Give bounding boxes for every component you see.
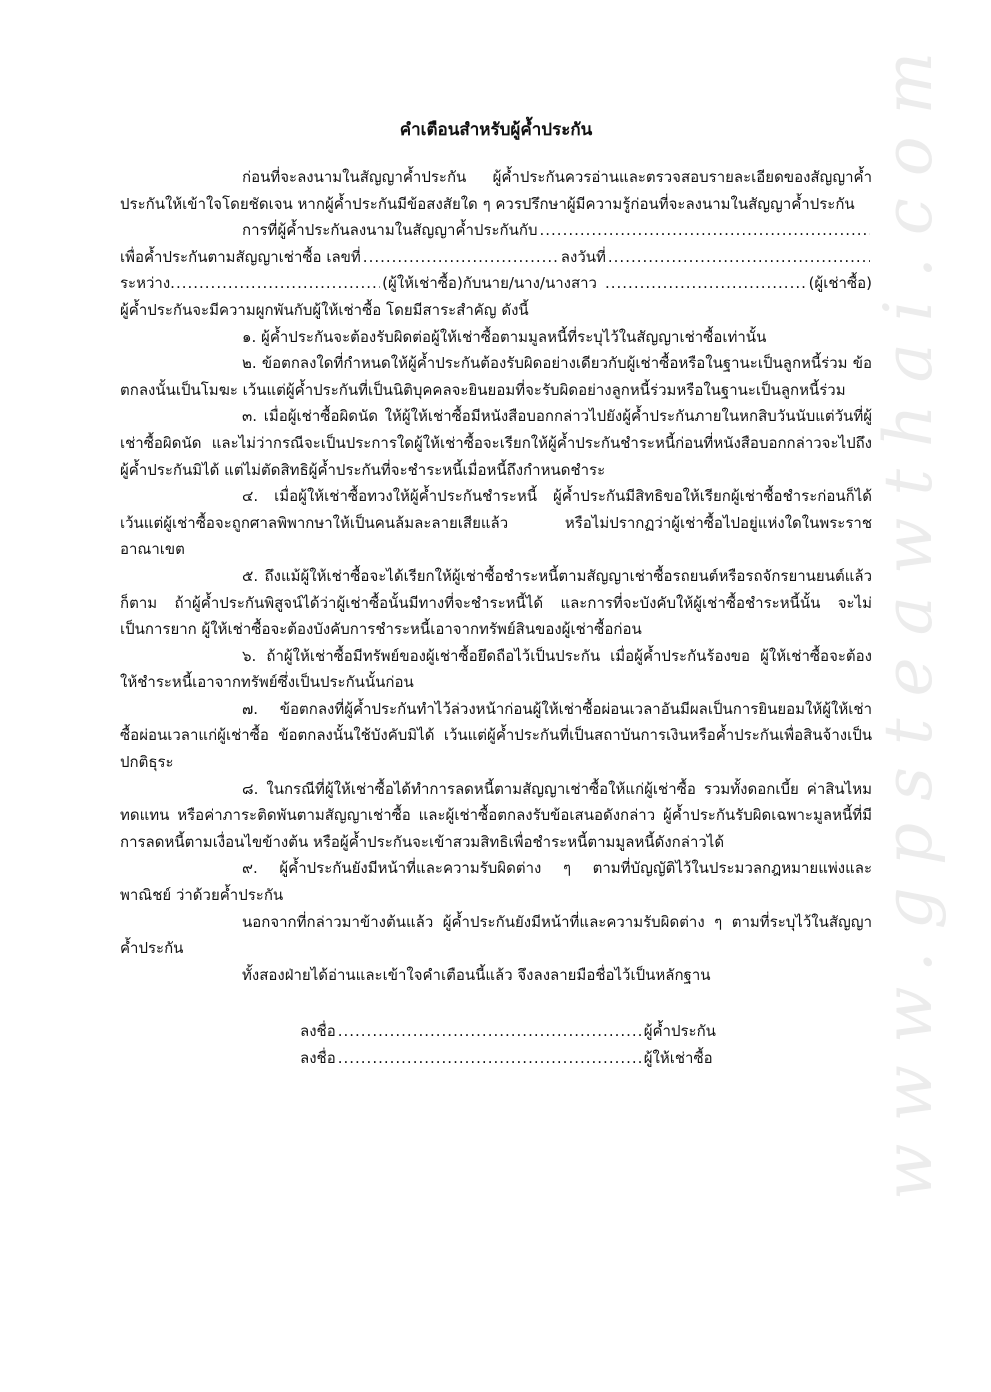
form-line-3-label: ระหว่าง [120, 274, 171, 293]
form-line-2-label: เพื่อค้ำประกันตามสัญญาเช่าซื้อ เลขที่ [120, 247, 361, 266]
form-line-1-label: การที่ผู้ค้ำประกันลงนามในสัญญาค้ำประกันกับ [242, 221, 538, 240]
contract-date-blank [608, 244, 870, 271]
clause-1: ๑. ผู้ค้ำประกันจะต้องรับผิดต่อผู้ให้เช่าซื้อตามมูลหนี้ที่ระบุไว้ในสัญญาเช่าซื้อเท่านั้น [242, 327, 767, 346]
signature-role: ผู้ค้ำประกัน [643, 1022, 716, 1041]
clause-3: ๓. เมื่อผู้เช่าซื้อผิดนัด ให้ผู้ให้เช่าซื้อมีหนังสือบอกกล่าวไปยังผู้ค้ำประกันภายในหกสิบวันนับแต่วันที่ผู้เช่าซื้อผิดนัด และไม่ว่ากรณีจะเป็นประการใดผู้ให้เช่าซื้อจะเรียกให้ผู้ค้ำประกันชำระหนี้ก่อนที่หนังสือบอกกล่าวจะไปถึงผู้ค้ำประกันมิได้ แต่ไม่ตัดสิทธิผู้ค้ำประกันที่จะชำระหนี้เมื่อหนี้ถึงกำหนดชำระ [120, 407, 872, 479]
signature-line-lessor [300, 1045, 872, 1072]
signature-line-guarantor [300, 1018, 872, 1045]
lessor-blank [170, 270, 380, 297]
document-page [120, 116, 872, 1072]
guarantee-with-blank [540, 217, 871, 244]
lessee-blank [605, 270, 807, 297]
form-line-3-lessor: (ผู้ให้เช่าซื้อ)กับนาย/นาง/นางสาว [382, 274, 597, 293]
form-line-2-date-label: ลงวันที่ [560, 247, 606, 266]
clause-8: ๘. ในกรณีที่ผู้ให้เช่าซื้อได้ทำการลดหนี้ตามสัญญาเช่าซื้อให้แก่ผู้เช่าซื้อ รวมทั้งดอกเบี้ย ค่าสินไหมทดแทน หรือค่าภาระติดพันตามสัญญาเช่าซื้อ และผู้เช่าซื้อตกลงรับข้อเสนอดังกล่าว ผู้ค้ำประกันรับผิดเฉพาะมูลหนี้ที่มีการลดหนี้ตามเงื่อนไขข้างต้น หรือผู้ค้ำประกันจะเข้าสวมสิทธิเพื่อชำระหนี้ตามมูลหนี้ดังกล่าวได้ [120, 779, 872, 851]
signature-blank [338, 1018, 642, 1045]
signature-role: ผู้ให้เช่าซื้อ [643, 1049, 713, 1067]
signature-block [300, 1018, 872, 1071]
clause-9: ๙. ผู้ค้ำประกันยังมีหน้าที่และความรับผิดต่าง ๆ ตามที่บัญญัติไว้ในประมวลกฎหมายแพ่งและพาณิชย์ ว่าด้วยค้ำประกัน [120, 859, 872, 905]
clause-5: ๕. ถึงแม้ผู้ให้เช่าซื้อจะได้เรียกให้ผู้เช่าซื้อชำระหนี้ตามสัญญาเช่าซื้อรถยนต์หรือรถจักรยานยนต์แล้วก็ตาม ถ้าผู้ค้ำประกันพิสูจน์ได้ว่าผู้เช่าซื้อนั้นมีทางที่จะชำระหนี้ได้ และการที่จะบังคับให้ผู้เช่าซื้อชำระหนี้นั้น จะไม่เป็นการยาก ผู้ให้เช่าซื้อจะต้องบังคับการชำระหนี้เอาจากทรัพย์สินของผู้เช่าซื้อก่อน [120, 566, 872, 639]
signature-label: ลงชื่อ [300, 1049, 336, 1067]
clause-7: ๗. ข้อตกลงที่ผู้ค้ำประกันทำไว้ล่วงหน้าก่อนผู้ให้เช่าซื้อผ่อนเวลาอันมีผลเป็นการยินยอมให้ผู้ให้เช่าซื้อผ่อนเวลาแก่ผู้เช่าซื้อ ข้อตกลงนั้นใช้บังคับมิได้ เว้นแต่ผู้ค้ำประกันที่เป็นสถาบันการเงินหรือค้ำประกันเพื่อสินจ้างเป็นปกติธุระ [120, 699, 872, 772]
contract-number-blank [363, 244, 559, 271]
form-line-3-lessee: (ผู้เช่าซื้อ) [808, 274, 872, 293]
clause-2: ๒. ข้อตกลงใดที่กำหนดให้ผู้ค้ำประกันต้องรับผิดอย่างเดียวกับผู้เช่าซื้อหรือในฐานะเป็นลูกหนี้ร่วม ข้อตกลงนั้นเป็นโมฆะ เว้นแต่ผู้ค้ำประกันที่เป็นนิติบุคคลจะยินยอมที่จะรับผิดอย่างลูกหนี้ร่วมหรือในฐานะเป็นลูกหนี้ร่วม [120, 354, 872, 399]
intro-paragraph: ก่อนที่จะลงนามในสัญญาค้ำประกัน ผู้ค้ำประกันควรอ่านและตรวจสอบรายละเอียดของสัญญาค้ำประกันให้เข้าใจโดยชัดเจน หากผู้ค้ำประกันมีข้อสงสัยใด ๆ ควรปรึกษาผู้มีความรู้ก่อนที่จะลงนามในสัญญาค้ำประกัน [120, 168, 872, 213]
clause-4: ๔. เมื่อผู้ให้เช่าซื้อทวงให้ผู้ค้ำประกันชำระหนี้ ผู้ค้ำประกันมีสิทธิขอให้เรียกผู้เช่าซื้อชำระก่อนก็ได้ เว้นแต่ผู้เช่าซื้อจะถูกศาลพิพากษาให้เป็นคนล้มละลายเสียแล้ว หรือไม่ปรากฏว่าผู้เช่าซื้อไปอยู่แห่งใดในพระราชอาณาเขต [120, 487, 872, 559]
form-line-2 [120, 244, 872, 271]
closing-paragraph-2: ทั้งสองฝ่ายได้อ่านและเข้าใจคำเตือนนี้แล้ว จึงลงลายมือชื่อไว้เป็นหลักฐาน [242, 965, 711, 984]
form-line-3 [120, 270, 872, 297]
closing-paragraph-1: นอกจากที่กล่าวมาข้างต้นแล้ว ผู้ค้ำประกันยังมีหน้าที่และความรับผิดต่าง ๆ ตามที่ระบุไว้ในสัญญาค้ำประกัน [120, 912, 872, 958]
watermark-text: www.gpsteawthai.com [870, 29, 947, 1200]
form-line-4: ผู้ค้ำประกันจะมีความผูกพันกับผู้ให้เช่าซื้อ โดยมีสาระสำคัญ ดังนี้ [120, 300, 529, 319]
clause-6: ๖. ถ้าผู้ให้เช่าซื้อมีทรัพย์ของผู้เช่าซื้อยึดถือไว้เป็นประกัน เมื่อผู้ค้ำประกันร้องขอ ผู้ให้เช่าซื้อจะต้องให้ชำระหนี้เอาจากทรัพย์ซึ่งเป็นประกันนั้นก่อน [120, 646, 872, 692]
form-line-1 [120, 217, 872, 244]
document-title: คำเตือนสำหรับผู้ค้ำประกัน [399, 120, 593, 140]
signature-blank [338, 1045, 642, 1072]
signature-label: ลงชื่อ [300, 1022, 336, 1041]
